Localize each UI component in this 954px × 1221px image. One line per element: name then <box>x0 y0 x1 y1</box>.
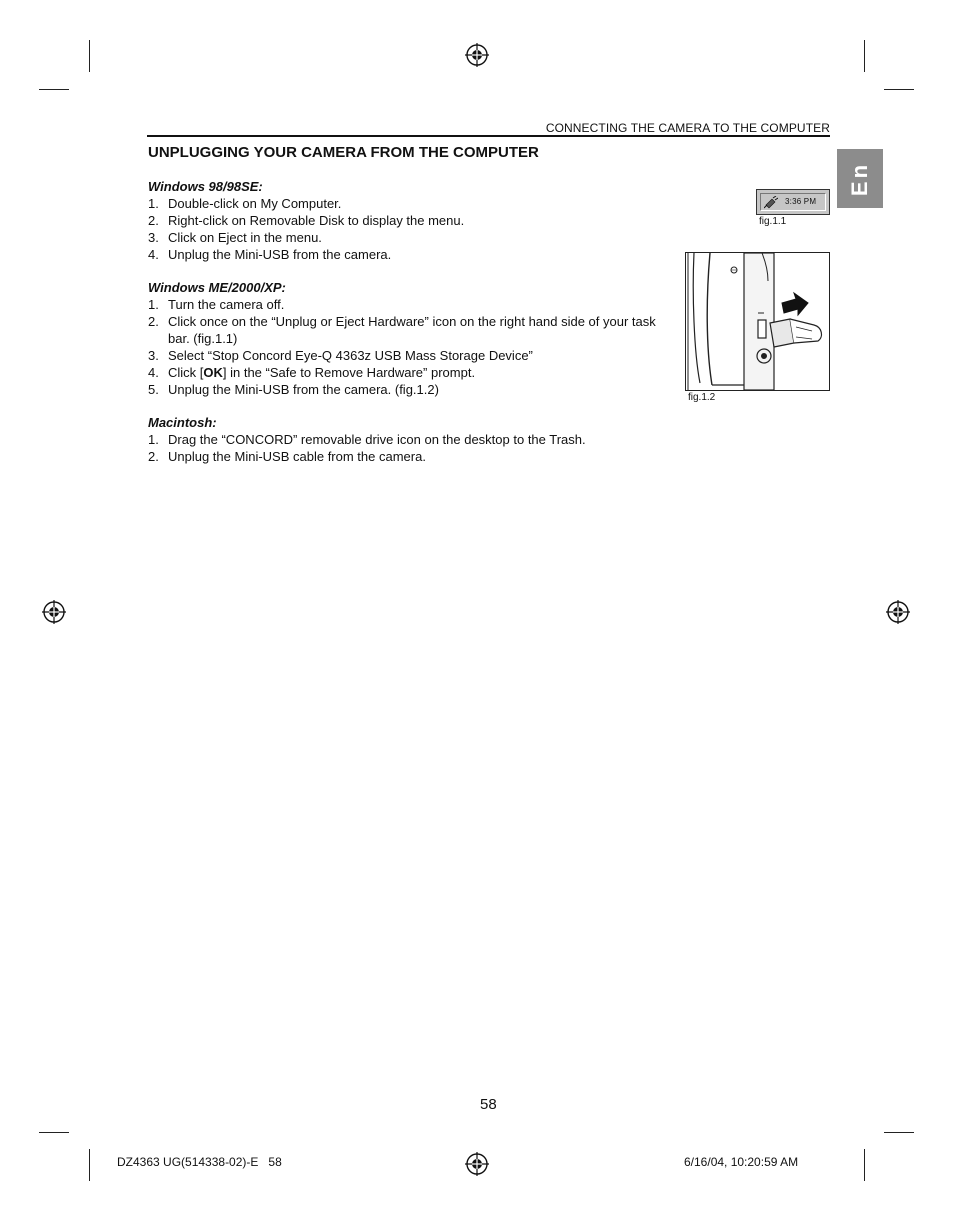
taskbar-tray-figure <box>756 189 830 215</box>
file-info: DZ4363 UG(514338-02)-E 58 <box>117 1155 282 1169</box>
windowsme-steps <box>148 296 668 398</box>
crop-mark <box>39 1132 69 1133</box>
unplug-hardware-icon <box>764 196 778 209</box>
crop-mark <box>864 1149 865 1181</box>
list-item: 1. Turn the camera off. <box>148 297 285 312</box>
list-item: 3. Click on Eject in the menu. <box>148 230 322 245</box>
crop-mark <box>884 1132 914 1133</box>
list-item: 1. Drag the “CONCORD” removable drive icon on the desktop to the Trash. <box>148 432 586 447</box>
crop-mark <box>39 89 69 90</box>
macintosh-heading: Macintosh: <box>148 415 217 430</box>
registration-mark-icon <box>465 43 489 67</box>
list-item: 3. Select “Stop Concord Eye-Q 4363z USB Mass Storage Device” <box>148 348 533 363</box>
macintosh-steps <box>148 431 708 465</box>
running-head: CONNECTING THE CAMERA TO THE COMPUTER <box>545 121 830 135</box>
crop-mark <box>89 1149 90 1181</box>
registration-mark-icon <box>465 1152 489 1176</box>
list-item: 2. Right-click on Removable Disk to display the menu. <box>148 213 465 228</box>
print-timestamp: 6/16/04, 10:20:59 AM <box>684 1155 799 1169</box>
windows98-steps <box>148 195 668 263</box>
crop-mark <box>864 40 865 72</box>
page-number: 58 <box>480 1096 497 1113</box>
windows98-heading: Windows 98/98SE: <box>148 179 263 194</box>
figure-caption: fig.1.1 <box>759 216 787 227</box>
windowsme-heading: Windows ME/2000/XP: <box>148 280 286 295</box>
language-tab <box>837 149 883 208</box>
taskbar-tray-inset <box>760 193 826 211</box>
list-item: 2. Unplug the Mini-USB cable from the camera. <box>148 449 426 464</box>
tray-clock: 3:36 PM <box>785 197 817 206</box>
figure-caption: fig.1.2 <box>688 392 716 403</box>
list-item: 2. Click once on the “Unplug or Eject Hardware” icon on the right hand side of your task bar. (fig.1.1) <box>148 314 656 346</box>
camera-illustration <box>686 253 829 390</box>
section-title: UNPLUGGING YOUR CAMERA FROM THE COMPUTER <box>148 144 539 161</box>
registration-mark-icon <box>42 600 66 624</box>
camera-unplug-figure <box>685 252 830 391</box>
language-tab-label: En <box>847 161 872 196</box>
list-item: 1. Double-click on My Computer. <box>148 196 342 211</box>
crop-mark <box>884 89 914 90</box>
crop-mark <box>89 40 90 72</box>
registration-mark-icon <box>886 600 910 624</box>
list-item: 4. Click [OK] in the “Safe to Remove Hardware” prompt. <box>148 365 476 380</box>
list-item: 5. Unplug the Mini-USB from the camera. (fig.1.2) <box>148 382 439 397</box>
list-item: 4. Unplug the Mini-USB from the camera. <box>148 247 392 262</box>
header-rule <box>147 135 830 137</box>
